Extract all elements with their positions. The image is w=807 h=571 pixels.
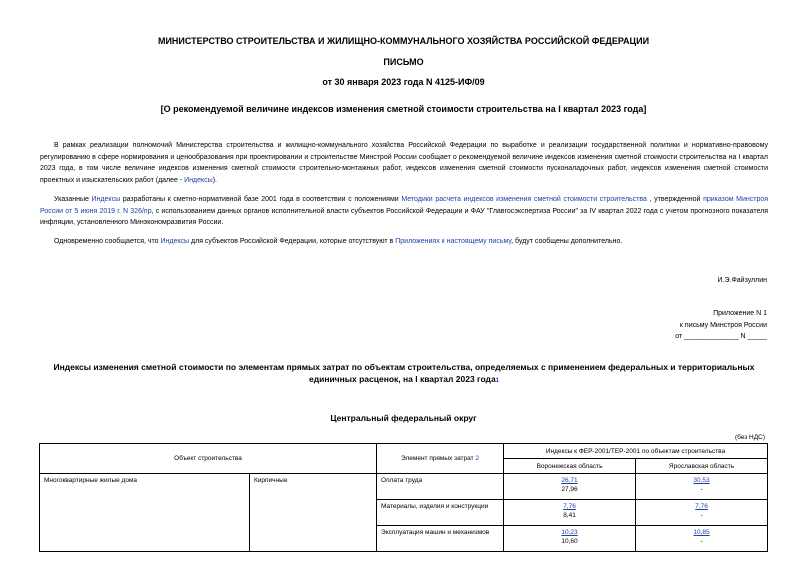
paragraph-1-text: В рамках реализации полномочий Министерства строительства и жилищно-коммунального хозяйства Российской Федерации по выработке и реализации государственной политики и нормативно-правовому регулированию в сфере нормирования и ценообразования при проектировании и строительстве Минстрой России сообщает о рекомендуемой величине индексов изменения сметной стоимости строительства на I квартал 2023 года, в том числе величине индексов изменения сметной стоимости строительно-монтажных работ, индексов изменения сметной стоимости пусконаладочных работ, индексов изменения сметной стоимости проектных и изыскательских работ (далее - [40, 142, 768, 184]
value-text: 8,41 [563, 512, 576, 519]
value-link[interactable]: 10,23 [561, 529, 578, 536]
value-link[interactable]: 10,85 [693, 529, 710, 536]
value-cell [636, 500, 768, 526]
value-text: - [700, 486, 703, 493]
element-cell: Оплата труда [377, 474, 504, 500]
value-link[interactable]: 30,53 [693, 477, 710, 484]
header-object: Объект строительства [40, 444, 377, 474]
paragraph-3-text-c: , будут сообщены дополнительно. [511, 238, 623, 245]
indices-link[interactable]: Индексы [91, 196, 121, 203]
document-type: ПИСЬМО [383, 57, 424, 67]
federal-district: Центральный федеральный округ [330, 413, 477, 423]
header-element [377, 444, 504, 474]
indices-link[interactable]: Индексы [184, 176, 213, 184]
header-indices: Индексы к ФЕР-2001/ТЕР-2001 по объектам строительства [504, 444, 768, 459]
appendix-reference: к письму Минстроя России [679, 321, 767, 329]
header-region-voronezh: Воронежская область [504, 459, 636, 474]
indices-link[interactable]: Индексы [160, 238, 190, 245]
paragraph-2-text-d: , с использованием данных органов исполнительной власти субъектов Российской Федерации и ФАУ "Главгосэкспертиза России" за IV квартал 2022 года с учетом прогнозного показателя инфляции, установленного Минэкономразвития России. [40, 207, 769, 226]
paragraph-2 [40, 194, 768, 229]
appendix-date-number: от ______________ N _____ [675, 333, 767, 340]
element-cell: Материалы, изделия и конструкции [377, 500, 504, 526]
value-link[interactable]: 26,71 [561, 477, 578, 484]
footnote-mark[interactable]: 1 [495, 378, 500, 384]
order-link[interactable]: приказом Минстроя России от 5 июня 2019 г. N 326/пр [40, 196, 769, 215]
table-title [40, 361, 768, 387]
value-text: 27,96 [561, 486, 578, 493]
table-row [40, 474, 768, 500]
table-header-row [40, 444, 768, 459]
value-text: - [700, 512, 703, 519]
footnote-mark[interactable]: 2 [475, 455, 480, 462]
header-element-label: Элемент прямых затрат [401, 455, 474, 462]
document-subject: [О рекомендуемой величине индексов изменения сметной стоимости строительства на I квартал 2023 года] [160, 104, 647, 114]
value-cell [504, 474, 636, 500]
value-link[interactable]: 7,76 [563, 503, 576, 510]
value-cell [636, 474, 768, 500]
value-text: 10,60 [561, 538, 578, 545]
paragraph-2-text-c: , утвержденной [646, 196, 704, 203]
vat-note: (без НДС) [734, 434, 765, 441]
header-region-yaroslavl: Ярославская область [636, 459, 768, 474]
object-cell: Многоквартирные жилые дома [40, 474, 250, 552]
paragraph-3 [40, 236, 768, 248]
value-cell [504, 526, 636, 552]
paragraph-1-end: ). [212, 176, 217, 184]
signature: И.Э.Файзуллин [717, 277, 767, 284]
appendices-link[interactable]: Приложениях к настоящему письму [395, 238, 512, 245]
document-date-number: от 30 января 2023 года N 4125-ИФ/09 [322, 77, 485, 87]
ministry-heading: МИНИСТЕРСТВО СТРОИТЕЛЬСТВА И ЖИЛИЩНО-КОММУНАЛЬНОГО ХОЗЯЙСТВА РОССИЙСКОЙ ФЕДЕРАЦИИ [157, 36, 650, 46]
paragraph-1 [40, 140, 768, 186]
indices-table [39, 443, 768, 552]
value-text: - [700, 538, 703, 545]
table-title-text: Индексы изменения сметной стоимости по элементам прямых затрат по объектам строительства, определяемых с применением федеральных и территориальных единичных расценок, на I квартал 2023 года [53, 362, 755, 384]
paragraph-3-text-a: Одновременно сообщается, что [54, 238, 161, 245]
material-cell: Кирпичные [250, 474, 377, 552]
methodology-link[interactable]: Методики расчета индексов изменения сметной стоимости строительства [401, 196, 647, 203]
appendix-block [675, 308, 767, 343]
paragraph-3-text-b: для субъектов Российской Федерации, которые отсутствуют в [189, 238, 396, 245]
value-cell [504, 500, 636, 526]
appendix-number: Приложение N 1 [713, 310, 767, 317]
paragraph-2-text-b: разработаны к сметно-нормативной базе 2001 года в соответствии с положениями [120, 196, 402, 203]
element-cell: Эксплуатация машин и механизмов [377, 526, 504, 552]
paragraph-2-text-a: Указанные [54, 196, 92, 203]
value-link[interactable]: 7,76 [695, 503, 708, 510]
value-cell [636, 526, 768, 552]
